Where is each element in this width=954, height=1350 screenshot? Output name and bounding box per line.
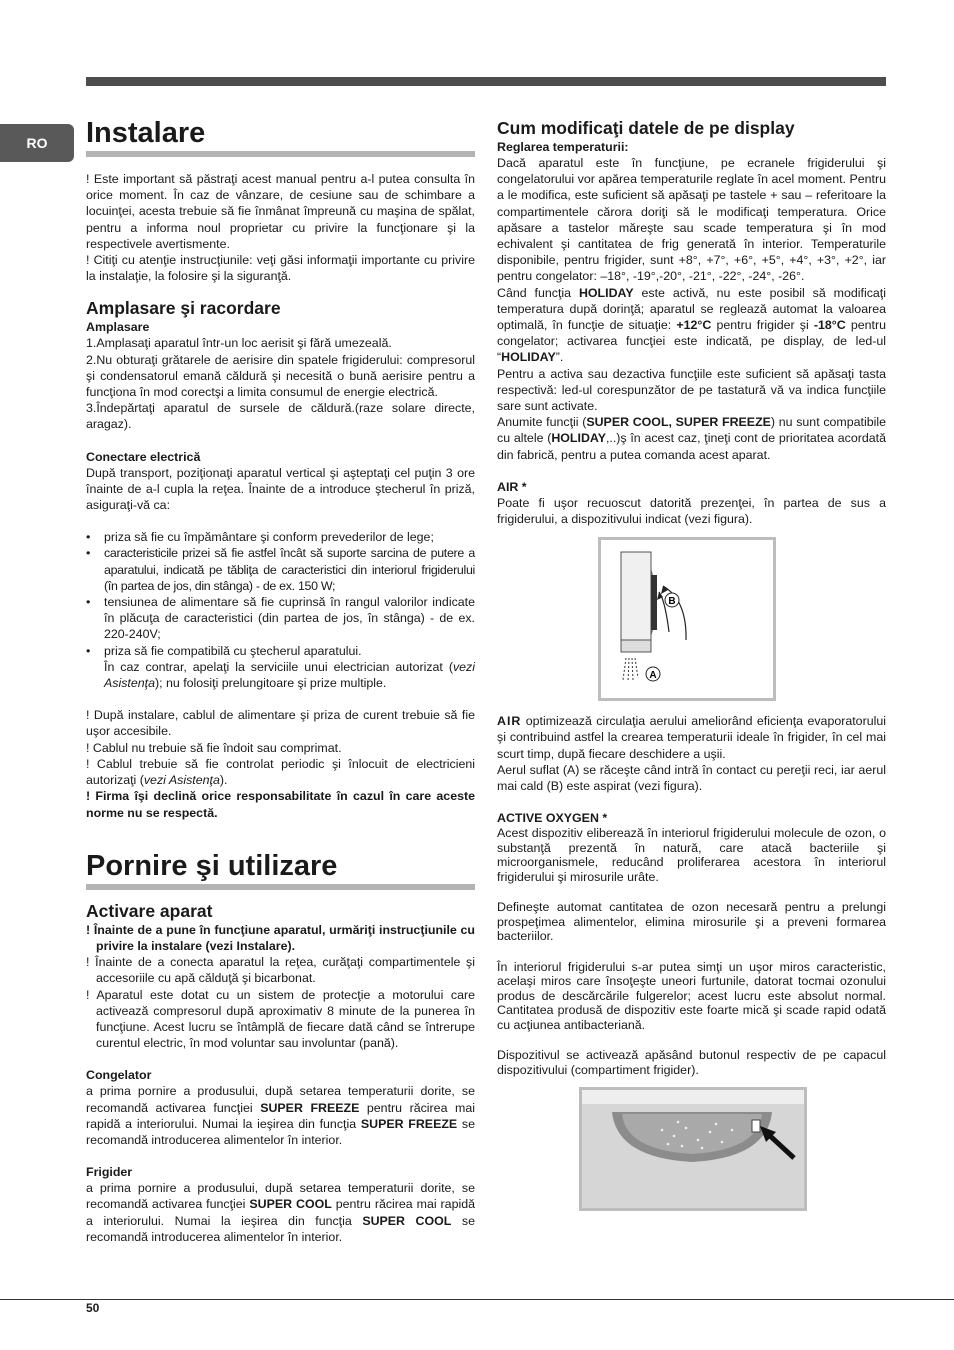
oxygen-device-illustration [582,1090,804,1208]
list-item: • priza să fie cu împământare şi conform prevederilor de lege; [86,529,475,545]
right-column [497,118,886,1211]
air-paragraph-1: Poate fi uşor recuoscut datorită prezenţei, în partea de sus a frigiderului, a dispozitivului indicat (vezi figura). [497,495,886,527]
warning-3: ! Cablul trebuie să fie controlat periodic şi înlocuit de electricieni autorizaţi (vezi Asistenţa). [86,756,475,788]
subheading-reglare: Reglarea temperaturii: [497,140,629,154]
subheading-frigider: Frigider [86,1165,133,1180]
section-title-pornire: Pornire şi utilizare [86,849,475,890]
intro-paragraph: ! Este important să păstraţi acest manual pentru a-l putea consulta în orice moment. În caz de vânzare, de cesiune sau de schimbare a locuinţei, acesta trebuie să fie înmânat împreună cu maşina de spălat, pentru a informa noul proprietar cu privire la funcţionare şi la respectivele avertismente. [86,172,475,251]
activare-note-2: ! Înainte de a conecta aparatul la reţea, curăţaţi compartimentele şi accesoriile cu apă călduţă şi bicarbonat. [86,955,475,986]
warning-1: ! După instalare, cablul de alimentare şi priza de curent trebuie să fie uşor accesibile. [86,708,475,739]
page-number: 50 [86,1301,100,1315]
air-device-illustration [601,540,773,698]
list-item: • tensiunea de alimentare să fie cuprinsă în rangul valorilor indicate în plăcuţa de caracteristici (din partea de jos, în stânga) - de ex. 220-240V; [86,594,475,643]
heading-display: Cum modificaţi datele de pe display [497,118,795,138]
list-item: • caracteristicile prizei să fie astfel încât să suporte sarcina de putere a aparatului, indicată pe tăbliţa de caracteristici din interiorul frigiderului (în partea de jos, din stânga) - de ex. 150 W; [86,545,475,594]
oxygen-paragraph-2: Defineşte automat cantitatea de ozon necesară pentru a prelungi prospeţimea alimentelor, elimina mirosurile şi a preveni formarea bacteriilor. [497,900,886,944]
link-asistenta[interactable]: vezi Asistenţa [104,659,475,691]
air-paragraph-3: Aerul suflat (A) se răceşte când intră în contact cu pereţii reci, iar aerul mai cald (B) este aspirat (vezi figura). [497,762,886,794]
intro-paragraph-2: ! Citiţi cu atenţie instrucţiunile: veţi găsi informaţii importante cu privire la instalaţie, la folosire şi la siguranţă. [86,253,475,284]
conectare-paragraph: După transport, poziţionaţi aparatul vertical şi aşteptaţi cel puţin 3 ore înainte de a-l cupla la reţea. Înainte de a introduce ştecherul în priză, asiguraţi-vă ca: [86,465,475,513]
section-title-instalare: Instalare [86,116,475,157]
congelator-paragraph: a prima pornire a produsului, după setarea temperaturii dorite, se recomandă activarea funcţiei SUPER FREEZE pentru răcirea mai rapidă a interiorului. Numai la ieşirea din funcţia SUPER FREEZE se recomandă introducerea alimentelor în interior. [86,1084,475,1147]
footer-line [0,1299,954,1300]
left-column [86,116,475,1245]
active-oxygen-figure [579,1087,807,1211]
activate-paragraph: Pentru a activa sau dezactiva funcţiile este suficient să apăsaţi tasta respectivă: led-ul corespunzător de pe tastatură vă va indica funcţiile sare sunt activate. [497,366,886,414]
amplasare-item-3: 3.Îndepărtaţi aparatul de sursele de căldură.(raze solare directe, aragaz). [86,401,475,432]
frigider-paragraph: a prima pornire a produsului, după setarea temperaturii dorite, se recomandă activarea funcţiei SUPER COOL pentru răcirea mai rapidă a interiorului. Numai la ieşirea din funcţia SUPER COOL se recomandă introducerea alimentelor în interior. [86,1181,475,1244]
compat-paragraph: Anumite funcţii (SUPER COOL, SUPER FREEZE) nu sunt compatibile cu altele (HOLIDAY,..)ş în acest caz, ţineţi cont de prioritatea acordată din fabrică, pentru a putea comanda acest aparat. [497,415,886,462]
amplasare-item-2: 2.Nu obturaţi grătarele de aerisire din spatele frigiderului: compresorul şi condensatorul emană căldură şi necesită o bună aerisire pentru a funcţiona în mod corectşi a limita consumul de energie electrică. [86,352,475,400]
header-bar [86,77,886,86]
link-asistenta-2[interactable]: vezi Asistenţa [143,773,220,788]
list-item: • priza să fie compatibilă cu ştecherul aparatului. În caz contrar, apelaţi la serviciile unui electrician autorizat (vezi Asistenţa); nu folosiţi prelungitoare şi prize multiple. [86,643,475,692]
reglare-paragraph: Dacă aparatul este în funcţiune, pe ecranele frigiderului şi congelatorului vor apărea temperaturile reglate în acel moment. Pentru a le modifica, este suficient să apăsaţi pe tastele + sau – referitoare la compartimentele cărora doriţi să le modificaţi temperatura. Orice apăsare a tastelor măreşte sau scade temperatura şi în mod echivalent şi cantitatea de frig generată în interior. Temperaturile disponibile, pentru frigider, sunt +8°, +7°, +6°, +5°, +4°, +3°, +2°, iar pentru congelator: –18°, -19°,-20°, -21°, -22°, -24°, -26°. [497,156,886,284]
warning-4: ! Firma îşi declină orice responsabilitate în cazul în care aceste norme nu se respectă. [86,789,475,820]
oxygen-paragraph-3: În interiorul frigiderului s-ar putea simţi un uşor miros caracteristic, acelaşi miros care însoţeşte uneori furtunile, datorat tocmai ozonului produs de descărcările fulgerelor; acest lucru este absolut normal. Cantitatea produsă de dispozitiv este foarte mică şi scade rapid odată cu acţiunea antibacteriană. [497,959,886,1032]
oxygen-paragraph-1: Acest dispozitiv eliberează în interiorul frigiderului molecule de ozon, o substanţă prezentă în natură, care atacă bacteriile şi microorganismele, reducând proliferarea acestora în interiorul frigiderului şi mirosurile urâte. [497,826,886,884]
subheading-congelator: Congelator [86,1068,152,1083]
figure-label-b: B [668,596,676,608]
air-paragraph-2: AIR optimizează circulaţia aerului ameliorând eficienţa evaporatorului şi contribuind astfel la crearea temperaturii ideale în frigider, în cel mai scurt timp, după fiecare deschidere a uşii. [497,714,886,761]
oxygen-paragraph-4: Dispozitivul se activează apăsând butonul respectiv de pe capacul dispozitivului (compartiment frigider). [497,1048,886,1077]
activare-note-1: ! Înainte de a pune în funcţiune aparatul, urmăriţi instrucţiunile cu privire la instalare (vezi Instalare). [86,922,475,953]
subheading-active-oxygen: ACTIVE OXYGEN * [497,811,608,826]
holiday-paragraph: Când funcţia HOLIDAY este activă, nu este posibil să modificaţi temperatura după dorinţă; aparatul se reglează automat la valoarea optimală, în funcţie de situaţie: +12°C pentru frigider şi -18°C pentru congelator; activarea funcţiei este indicată, pe display, de led-ul “HOLIDAY”. [497,285,887,365]
air-figure [598,537,776,701]
activare-note-3: ! Aparatul este dotat cu un sistem de protecţie a motorului care activează compresorul după aproximativ 8 minute de la punerea în funcţiune. Acest lucru se întâmplă de fiecare dată când se întrerupe curentul electric, în mod voluntar sau involuntar (pană). [86,987,475,1051]
amplasare-item-1: 1.Amplasaţi aparatul într-un loc aerisit şi fără umezeală. [86,336,392,351]
heading-activare-aparat: Activare aparat [86,900,213,921]
conectare-list [86,529,475,691]
subheading-air: AIR * [497,479,527,494]
language-tab: RO [0,124,74,162]
warning-2: ! Cablul nu trebuie să fie îndoit sau comprimat. [86,740,342,755]
figure-label-a: A [649,670,657,682]
subheading-amplasare: Amplasare [86,320,150,335]
subheading-conectare: Conectare electrică [86,449,201,464]
heading-amplasare-racordare: Amplasare şi racordare [86,298,281,319]
